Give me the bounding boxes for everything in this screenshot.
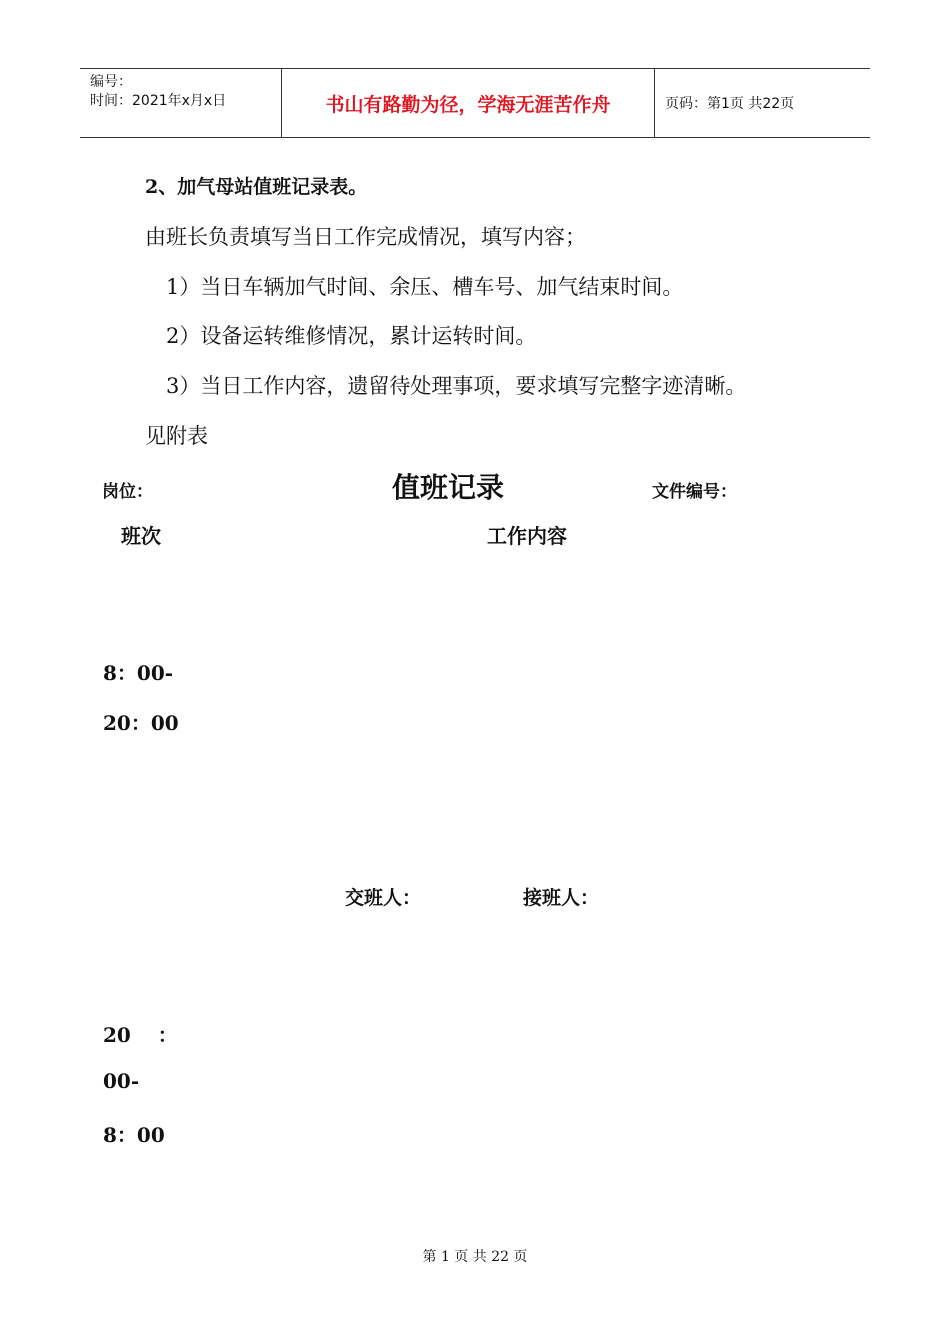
handover-label: 交班人： xyxy=(345,887,422,909)
section-intro: 由班长负责填写当日工作完成情况，填写内容； xyxy=(145,225,586,249)
takeover-label: 接班人： xyxy=(523,887,600,909)
section-item-2: 2）设备运转维修情况，累计运转时间。 xyxy=(166,324,537,348)
header-motto: 书山有路勤为径，学海无涯苦作舟 xyxy=(325,93,611,116)
column-shift: 班次 xyxy=(121,524,161,548)
see-attached: 见附表 xyxy=(145,424,208,448)
record-title: 值班记录 xyxy=(392,471,505,504)
section-item-3: 3）当日工作内容，遗留待处理事项，要求填写完整字迹清晰。 xyxy=(166,374,747,398)
section-item-1: 1）当日车辆加气时间、余压、槽车号、加气结束时间。 xyxy=(166,275,684,299)
header-meta xyxy=(90,73,226,111)
header-divider xyxy=(654,69,655,137)
shift1-time-end: 20：00 xyxy=(103,711,179,735)
shift2-time-line1: 20 ： xyxy=(103,1023,178,1047)
page-header xyxy=(80,68,870,138)
shift2-time-line3: 8：00 xyxy=(103,1123,165,1147)
header-time-label: 时间：2021年x月x日 xyxy=(90,93,227,109)
file-number-label: 文件编号： xyxy=(652,482,737,502)
column-content: 工作内容 xyxy=(487,524,567,548)
page-footer: 第 1 页 共 22 页 xyxy=(422,1249,528,1265)
header-page-info: 页码：第1页 共22页 xyxy=(665,96,795,112)
header-number-label: 编号： xyxy=(90,74,132,90)
shift1-time-start: 8：00- xyxy=(103,661,174,685)
section-heading: 2、加气母站值班记录表。 xyxy=(145,176,368,198)
post-label: 岗位： xyxy=(102,482,153,502)
shift2-time-line2: 00- xyxy=(103,1069,140,1093)
